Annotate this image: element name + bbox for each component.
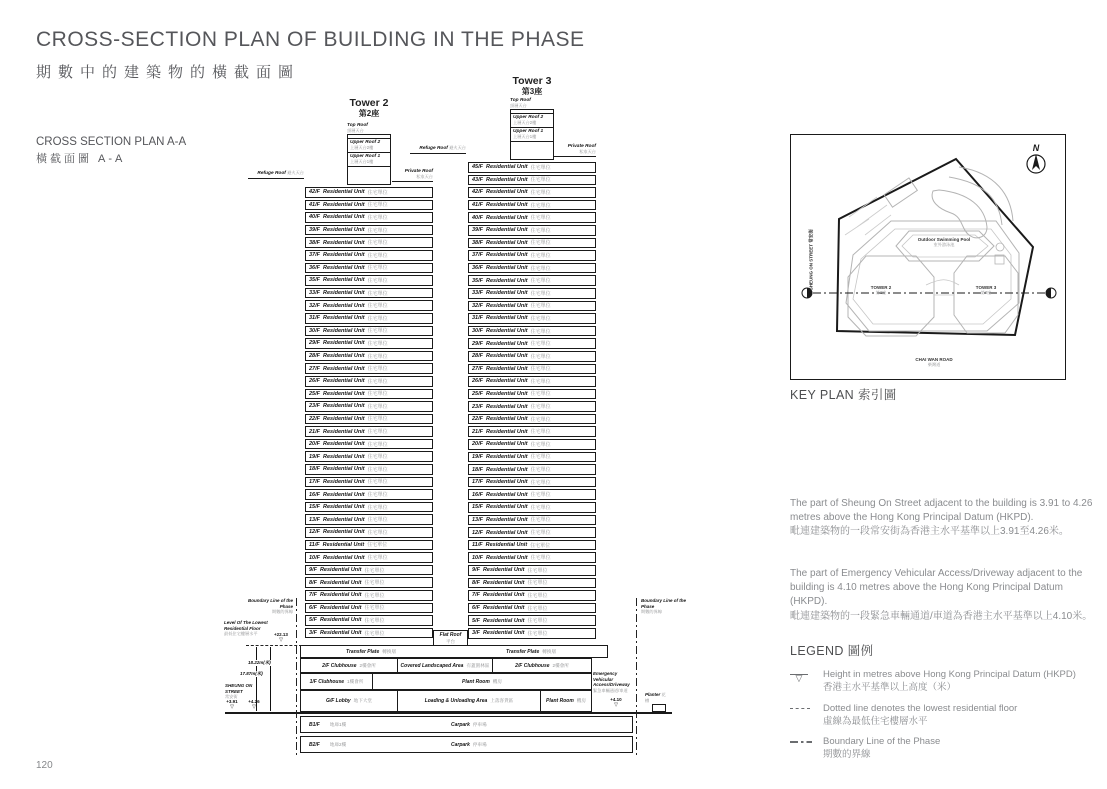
- floor-row: 3/F Residential Unit 住宅單位: [305, 628, 433, 639]
- key-plan-title: KEY PLAN 索引圖: [790, 388, 897, 402]
- floor-row: 5/F Residential Unit 住宅單位: [468, 615, 596, 626]
- legend-item: Dotted line denotes the lowest residential floor 虛線為最低住宅樓層水平: [790, 702, 1097, 729]
- tower3-private-roof-label: Private Roof 私家天台: [554, 144, 596, 157]
- floor-row: 8/F Residential Unit 住宅單位: [468, 578, 596, 589]
- transfer-plate-label-right: Transfer Plate 轉換層: [506, 649, 557, 655]
- floor-row: 16/F Residential Unit 住宅單位: [468, 489, 596, 500]
- basement-b2-row: B2/F 地庫2樓 Carpark 停車場: [300, 736, 633, 753]
- level-mark-icon: ▽: [614, 701, 618, 708]
- floor-row: 38/F Residential Unit 住宅單位: [468, 238, 596, 249]
- street-level-mark-1: +3.91 ▽: [224, 700, 240, 710]
- floor-row: 40/F Residential Unit 住宅單位: [468, 212, 596, 223]
- floor-row: 45/F Residential Unit 住宅單位: [468, 162, 596, 173]
- tower3-top-roof-label: Top Roof 頂層天台: [510, 98, 531, 108]
- floor-row: 33/F Residential Unit 住宅單位: [468, 288, 596, 299]
- chai-wan-road-label: CHAI WAN ROAD 柴灣道: [915, 357, 953, 368]
- tower2-top-roof-label: Top Roof 頂層天台: [347, 123, 368, 133]
- floor-row: 38/F Residential Unit 住宅單位: [305, 237, 433, 248]
- tower2-plan-label: TOWER 2 第2座: [870, 285, 892, 296]
- floor-row: 11/F Residential Unit 住宅單位: [305, 540, 433, 551]
- page-title: CROSS-SECTION PLAN OF BUILDING IN THE PHASE: [36, 28, 585, 51]
- floor-row: 3/F Residential Unit 住宅單位: [468, 628, 596, 639]
- floor-row: 29/F Residential Unit 住宅單位: [305, 338, 433, 349]
- floor-row: 26/F Residential Unit 住宅單位: [305, 376, 433, 387]
- floor-row: 35/F Residential Unit 住宅單位: [468, 275, 596, 286]
- legend-item: Boundary Line of the Phase 期數的界線: [790, 735, 1097, 762]
- floor-row: 28/F Residential Unit 住宅單位: [468, 351, 596, 362]
- floor-row: 19/F Residential Unit 住宅單位: [468, 452, 596, 463]
- floor-row: 7/F Residential Unit 住宅單位: [305, 590, 433, 601]
- tower3-floors: [468, 162, 596, 641]
- page-number: 120: [36, 760, 53, 771]
- floor-row: 27/F Residential Unit 住宅單位: [305, 363, 433, 374]
- floor-row: 39/F Residential Unit 住宅單位: [305, 225, 433, 236]
- plant-room-1f: Plant Room 機房: [372, 673, 592, 690]
- dash-dot-line-icon: [790, 741, 812, 743]
- floor-row: 13/F Residential Unit 住宅單位: [468, 515, 596, 526]
- eva-label: Emergency Vehicular Access/Driveway 緊急車輛通道/車道: [593, 671, 630, 693]
- plant-room-gf: Plant Room 機房: [540, 690, 592, 712]
- pool-label: Outdoor Swimming Pool 室外游泳池: [917, 237, 971, 248]
- floor-row: 31/F Residential Unit 住宅單位: [305, 313, 433, 324]
- eva-level-mark: +4.10 ▽: [608, 698, 624, 708]
- planter-box: [652, 704, 666, 712]
- floor-row: 20/F Residential Unit 住宅單位: [305, 439, 433, 450]
- floor-row: 23/F Residential Unit 住宅單位: [305, 401, 433, 412]
- tower3-plan-label: TOWER 3 第3座: [975, 285, 997, 296]
- floor-row: 36/F Residential Unit 住宅單位: [468, 263, 596, 274]
- floor-row: 41/F Residential Unit 住宅單位: [468, 200, 596, 211]
- floor-row: 15/F Residential Unit 住宅單位: [468, 502, 596, 513]
- level-mark-icon: ▽: [790, 674, 808, 682]
- floor-row: 37/F Residential Unit 住宅單位: [468, 250, 596, 261]
- north-arrow-icon: N: [1023, 143, 1049, 180]
- tower3-refuge-roof-label: Refuge Roof 避火天台: [410, 146, 466, 154]
- floor-row: 20/F Residential Unit 住宅單位: [468, 439, 596, 450]
- floor-row: 22/F Residential Unit 住宅單位: [305, 414, 433, 425]
- level-mark-icon: ▽: [252, 703, 256, 710]
- note-2: The part of Emergency Vehicular Access/Driveway adjacent to the building is 4.10 metres above the Hong Kong Principal Datum (HKPD). 毗連建築物的一段緊急車輛通道/車道為香港主水平基準以上4.10米。: [790, 568, 1093, 622]
- tower3-name: Tower 3 第3座: [512, 75, 552, 96]
- street-label: SHEUNG ON STREET 常安街: [225, 683, 253, 700]
- lowest-floor-dashed-line: [246, 645, 302, 646]
- floor-row: 11/F Residential Unit 住宅單位: [468, 540, 596, 551]
- floor-row: 30/F Residential Unit 住宅單位: [305, 326, 433, 337]
- key-plan-box: [790, 134, 1066, 380]
- clubhouse-1f: 1/F Clubhouse 1樓會所: [300, 673, 373, 690]
- legend-title: LEGEND 圖例: [790, 644, 874, 658]
- transfer-plate-label-left: Transfer Plate 轉換層: [346, 649, 397, 655]
- floor-row: 35/F Residential Unit 住宅單位: [305, 275, 433, 286]
- section-plan-label: CROSS SECTION PLAN A-A 橫截面圖 A-A: [36, 136, 187, 165]
- floor-row: 41/F Residential Unit 住宅單位: [305, 200, 433, 211]
- dashed-line-icon: [790, 708, 810, 709]
- floor-row: 21/F Residential Unit 住宅單位: [468, 426, 596, 437]
- ground-line: [225, 712, 672, 714]
- floor-row: 23/F Residential Unit 住宅單位: [468, 401, 596, 412]
- tower3-roof-core: Upper Roof 2 上層天台2樓 Upper Roof 1 上層天台1樓: [510, 110, 554, 160]
- flat-roof: Flat Roof 平台: [433, 630, 468, 647]
- boundary-line-left: [296, 598, 297, 758]
- floor-row: 22/F Residential Unit 住宅單位: [468, 414, 596, 425]
- floor-row: 28/F Residential Unit 住宅單位: [305, 351, 433, 362]
- gf-lobby: G/F Lobby 地下大堂: [300, 690, 398, 712]
- floor-row: 12/F Residential Unit 住宅單位: [468, 527, 596, 538]
- floor-row: 17/F Residential Unit 住宅單位: [305, 477, 433, 488]
- floor-row: 25/F Residential Unit 住宅單位: [468, 389, 596, 400]
- floor-row: 9/F Residential Unit 住宅單位: [305, 565, 433, 576]
- floor-row: 39/F Residential Unit 住宅單位: [468, 225, 596, 236]
- floor-row: 29/F Residential Unit 住宅單位: [468, 338, 596, 349]
- lowest-floor-level-mark: +22.13 ▽: [272, 633, 290, 643]
- clubhouse-2f-left: 2/F Clubhouse 2樓會所: [300, 658, 398, 673]
- floor-row: 30/F Residential Unit 住宅單位: [468, 326, 596, 337]
- floor-row: 13/F Residential Unit 住宅單位: [305, 514, 433, 525]
- dim-17m-label: 17.87m(米): [240, 671, 263, 676]
- floor-row: 6/F Residential Unit 住宅單位: [468, 603, 596, 614]
- floor-row: 40/F Residential Unit 住宅單位: [305, 212, 433, 223]
- boundary-label-right: Boundary Line of the Phase 期數的界線: [641, 598, 686, 615]
- floor-row: 7/F Residential Unit 住宅單位: [468, 590, 596, 601]
- dim-line-17m: [270, 647, 271, 711]
- lowest-floor-label: Level Of The Lowest Residential Floor 最低住宅樓層水平: [224, 620, 268, 637]
- floor-row: 9/F Residential Unit 住宅單位: [468, 565, 596, 576]
- covered-landscaped-area: Covered Landscaped Area 有蓋園林區: [397, 658, 493, 673]
- floor-row: 8/F Residential Unit 住宅單位: [305, 577, 433, 588]
- tower2-name: Tower 2 第2座: [349, 97, 389, 118]
- floor-row: 10/F Residential Unit 住宅單位: [305, 552, 433, 563]
- floor-row: 6/F Residential Unit 住宅單位: [305, 603, 433, 614]
- floor-row: 32/F Residential Unit 住宅單位: [305, 300, 433, 311]
- tower2-private-roof-label: Private Roof 私家天台: [392, 169, 433, 182]
- basement-b1-row: B1/F 地庫1樓 Carpark 停車場: [300, 716, 633, 733]
- floor-row: 17/F Residential Unit 住宅單位: [468, 477, 596, 488]
- tower2-refuge-roof-label: Refuge Roof 避火天台: [248, 171, 304, 179]
- dim-18m-label: 18.22m(米): [248, 660, 271, 665]
- legend-item: ▽ Height in metres above Hong Kong Principal Datum (HKPD) 香港主水平基準以上高度（米）: [790, 668, 1097, 695]
- floor-row: 36/F Residential Unit 住宅單位: [305, 263, 433, 274]
- level-mark-icon: ▽: [230, 703, 234, 710]
- note-1: The part of Sheung On Street adjacent to the building is 3.91 to 4.26 metres above the Hong Kong Principal Datum (HKPD). 毗連建築物的一段常安街為香港主水平基準以上3.91至4.26米。: [790, 498, 1093, 538]
- floor-row: 10/F Residential Unit 住宅單位: [468, 552, 596, 563]
- floor-row: 12/F Residential Unit 住宅單位: [305, 527, 433, 538]
- floor-row: 32/F Residential Unit 住宅單位: [468, 301, 596, 312]
- tower2-roof-core: Upper Roof 2 上層天台2樓 Upper Roof 1 上層天台1樓: [347, 135, 391, 185]
- floor-row: 19/F Residential Unit 住宅單位: [305, 451, 433, 462]
- floor-row: 42/F Residential Unit 住宅單位: [468, 187, 596, 198]
- floor-row: 37/F Residential Unit 住宅單位: [305, 250, 433, 261]
- floor-row: 43/F Residential Unit 住宅單位: [468, 175, 596, 186]
- level-mark-icon: ▽: [279, 636, 283, 643]
- floor-row: 26/F Residential Unit 住宅單位: [468, 376, 596, 387]
- loading-unloading-area: Loading & Unloading Area 上落客貨區: [397, 690, 541, 712]
- floor-row: 18/F Residential Unit 住宅單位: [305, 464, 433, 475]
- floor-row: 15/F Residential Unit 住宅單位: [305, 502, 433, 513]
- legend: [790, 641, 1097, 769]
- floor-row: 31/F Residential Unit 住宅單位: [468, 313, 596, 324]
- floor-row: 27/F Residential Unit 住宅單位: [468, 364, 596, 375]
- sheung-on-street-label: SHEUNG ON STREET 常安街: [808, 229, 814, 291]
- floor-row: 5/F Residential Unit 住宅單位: [305, 615, 433, 626]
- floor-row: 33/F Residential Unit 住宅單位: [305, 288, 433, 299]
- boundary-label-left: Boundary Line of the Phase 期數的界線: [248, 598, 293, 615]
- street-level-mark-2: +4.26 ▽: [246, 700, 262, 710]
- floor-row: 42/F Residential Unit 住宅單位: [305, 187, 433, 198]
- planter-label: Planter 花槽: [645, 692, 666, 703]
- transfer-plate: [300, 645, 608, 658]
- tower2-floors: [305, 187, 433, 640]
- floor-row: 16/F Residential Unit 住宅單位: [305, 489, 433, 500]
- floor-row: 18/F Residential Unit 住宅單位: [468, 464, 596, 475]
- floor-row: 25/F Residential Unit 住宅單位: [305, 389, 433, 400]
- clubhouse-2f-right: 2/F Clubhouse 2樓會所: [492, 658, 592, 673]
- page-title-zh: 期數中的建築物的橫截面圖: [36, 64, 301, 81]
- floor-row: 21/F Residential Unit 住宅單位: [305, 426, 433, 437]
